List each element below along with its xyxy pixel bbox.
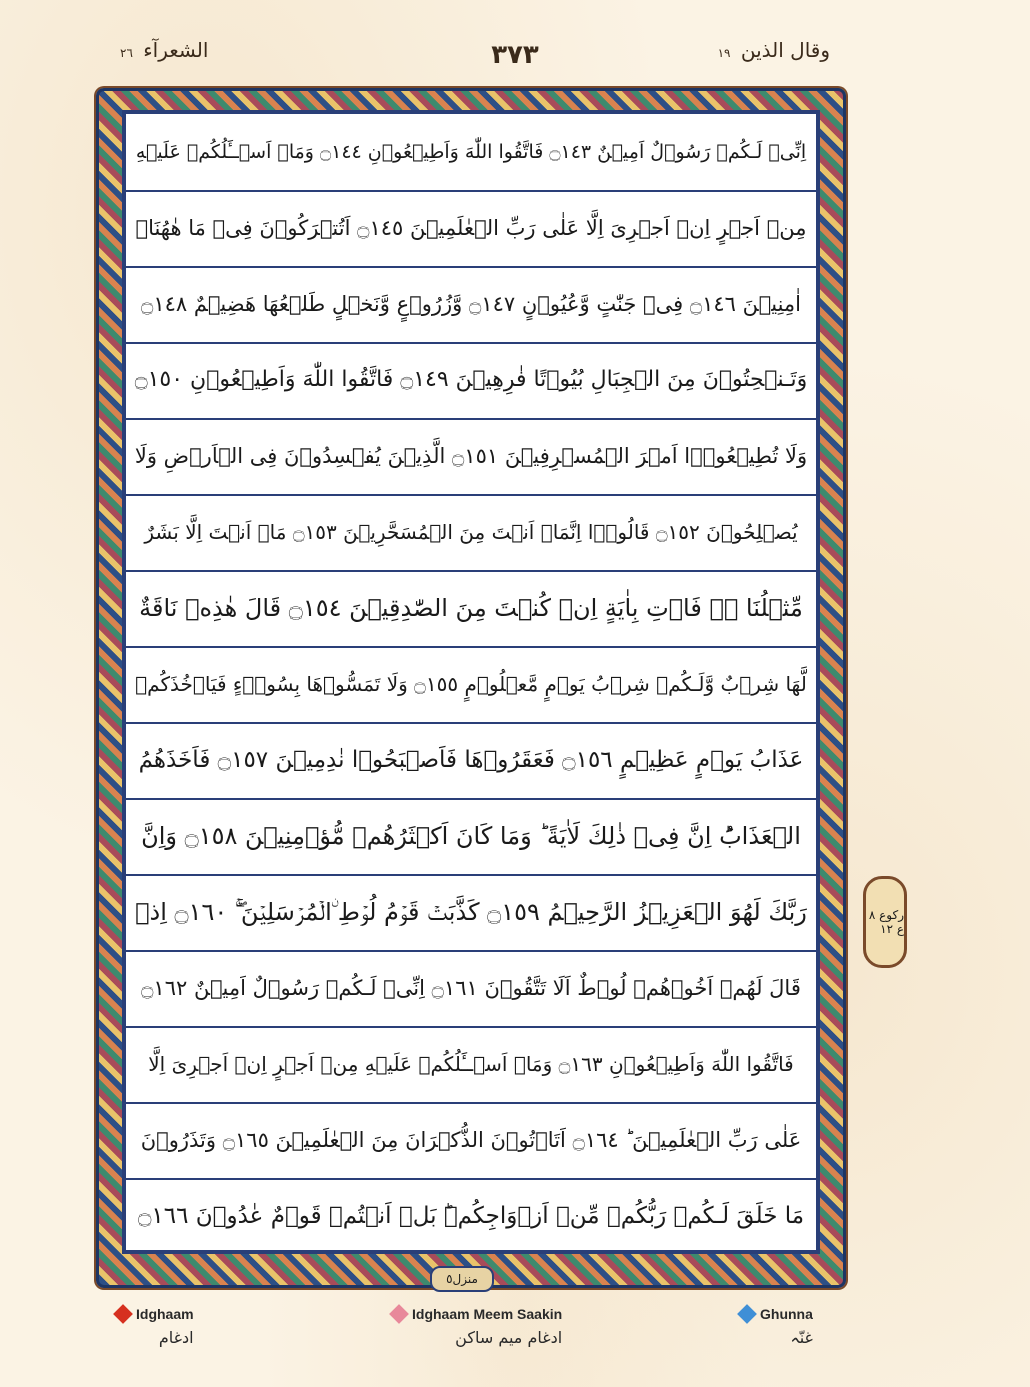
blue-diamond-icon: [737, 1304, 757, 1324]
line-text: عَذَابُ يَوۡمٍ عَظِيۡمٍ ۝١٥٦ فَعَقَرُوۡهَا فَاَصۡبَحُوۡا نٰدِمِيۡنَ ۝١٥٧ فَاَخَذَهُمُ: [138, 747, 804, 773]
text-line: [126, 266, 816, 344]
line-text: وَلَا تُطِيۡعُوۡۤا اَمۡرَ الۡمُسۡرِفِيۡنَ ۝١٥١ الَّذِيۡنَ يُفۡسِدُوۡنَ فِى الۡاَرۡضِ وَلَا: [134, 444, 808, 468]
line-text: مِنۡ اَجۡرٍ‌ اِنۡ اَجۡرِىَ اِلَّا عَلٰى رَبِّ الۡعٰلَمِيۡنَ ۝١٤٥ اَتُتۡرَكُوۡنَ فِىۡ مَا هٰهُنَاۤ: [135, 216, 807, 240]
line-text: اِنِّىۡ لَـكُمۡ رَسُوۡلٌ اَمِيۡنٌ ۝١٤٣ فَاتَّقُوا اللّٰهَ وَاَطِيۡعُوۡنِ ۝١٤٤ وَمَاۤ اَسۡــَٔلُكُمۡ عَلَيۡهِ: [135, 141, 807, 163]
quran-text-area: [126, 114, 816, 1250]
legend-label-en: Idghaam Meem Saakin: [412, 1306, 563, 1322]
frame-border: [122, 110, 820, 1254]
line-text: مَا خَلَقَ لَـكُمۡ رَبُّكُمۡ مِّنۡ اَزۡوَاجِكُمۡ‌ؕ بَلۡ اَنۡتُمۡ قَوۡمٌ عٰدُوۡنَ ۝١٦٦: [137, 1203, 805, 1229]
juz-name: وقال الذين: [740, 38, 830, 62]
line-text: فَاتَّقُوا اللّٰهَ وَاَطِيۡعُوۡنِ‌ ۝١٦٣ وَمَاۤ اَسۡــَٔلُكُمۡ عَلَيۡهِ مِنۡ اَجۡرٍ‌ اِنۡ اَجۡرِىَ اِلَّا: [148, 1052, 794, 1076]
text-line: [126, 874, 816, 952]
text-line: [126, 1026, 816, 1104]
text-line: [126, 418, 816, 496]
text-line: [126, 342, 816, 420]
text-line: [126, 1102, 816, 1180]
text-line: [126, 950, 816, 1028]
pink-diamond-icon: [389, 1304, 409, 1324]
line-text: يُصۡلِحُوۡنَ ۝١٥٢ قَالُوۡۤا اِنَّمَاۤ اَنۡتَ مِنَ الۡمُسَحَّرِيۡنَ ۝١٥٣ مَاۤ اَنۡتَ اِلَّا بَشَرٌ: [144, 520, 798, 544]
surah-number: ٢٦: [120, 46, 133, 60]
text-line: [126, 494, 816, 572]
legend-idghaam: [116, 1306, 194, 1347]
legend-ghunna: [740, 1306, 813, 1347]
text-line: [126, 190, 816, 268]
surah-header: [120, 38, 208, 78]
line-text: وَتَـنۡحِتُوۡنَ مِنَ الۡجِبَالِ بُيُوۡتًا فٰرِهِيۡنَ ۝١٤٩ فَاتَّقُوا اللّٰهَ وَاَطِيۡعُوۡنِ ۝١٥٠: [134, 367, 808, 392]
legend-label-ar: ادغام میم ساکن: [455, 1328, 563, 1347]
juz-number: ١٩: [717, 46, 731, 60]
text-line: [126, 570, 816, 648]
text-line: [126, 722, 816, 800]
text-line: [126, 1178, 816, 1254]
text-line: [126, 646, 816, 724]
line-text: اٰمِنِيۡنَ ۝١٤٦ فِىۡ جَنّٰتٍ وَّعُيُوۡنٍ ۝١٤٧ وَّزُرُوۡعٍ وَّنَخۡلٍ طَلۡعُهَا هَضِيۡمٌ ۝١٤٨: [141, 292, 801, 316]
line-text: مِّثۡلُنَا ۖۚ فَاۡتِ بِاٰيَةٍ اِنۡ كُنۡتَ مِنَ الصّٰدِقِيۡنَ ۝١٥٤ قَالَ هٰذِهٖ نَاقَةٌ: [139, 594, 803, 622]
ornamental-frame: [96, 88, 846, 1288]
red-diamond-icon: [113, 1304, 133, 1324]
legend-label-en: Idghaam: [136, 1306, 194, 1322]
text-line: [126, 114, 816, 192]
surah-name: الشعرآء: [143, 38, 209, 62]
line-text: لَّهَا شِرۡبٌ وَّلَـكُمۡ شِرۡبُ يَوۡمٍ مَّعۡلُوۡمٍ‌ ۝١٥٥ وَلَا تَمَسُّوۡهَا بِسُوۡۤءٍ فَيَاۡخُذَكُمۡ: [135, 672, 807, 696]
ruku-side-marker: [863, 876, 907, 968]
line-text: عَلٰى رَبِّ الۡعٰلَمِيۡنَ ؕ ۝١٦٤ اَتَاۡتُوۡنَ الذُّكۡرَانَ مِنَ الۡعٰلَمِيۡنَ ۝١٦٥ وَتَذَرُوۡنَ: [140, 1128, 802, 1152]
legend-idghaam-meem-saakin: [392, 1306, 562, 1347]
line-text: الۡعَذَابُ‌ؕ اِنَّ فِىۡ ذٰلِكَ لَاٰيَةً‌ ؕ وَمَا كَانَ اَكۡثَرُهُمۡ مُّؤۡمِنِيۡنَ ۝١٥٨ وَاِنَّ: [141, 822, 801, 850]
page-number: ٣٧٣: [491, 40, 539, 70]
ruku-marker-text: رکوع ٨ ع ١٢: [868, 908, 904, 936]
line-text: قَالَ لَهُمۡ اَخُوۡهُمۡ لُوۡطٌ اَلَا تَتَّقُوۡنَ‌ ۝١٦١ اِنِّىۡ لَـكُمۡ رَسُوۡلٌ اَمِيۡنٌ ۝١٦٢: [141, 976, 801, 1000]
text-line: [126, 798, 816, 876]
legend-label-en: Ghunna: [760, 1306, 813, 1322]
line-text: رَبَّكَ لَهُوَ الۡعَزِيۡزُ الرَّحِيۡمُ ۝١٥٩ كَذَّبَتۡ قَوۡمُ لُوۡطِ ۨالۡمُرۡسَلِيۡنَ ۖۚ ۝١٦٠ اِذۡ: [135, 898, 807, 926]
legend-label-ar: غنّہ: [790, 1328, 813, 1347]
manzil-cartouche: منزل٥: [430, 1266, 494, 1292]
legend-label-ar: ادغام: [158, 1328, 194, 1347]
